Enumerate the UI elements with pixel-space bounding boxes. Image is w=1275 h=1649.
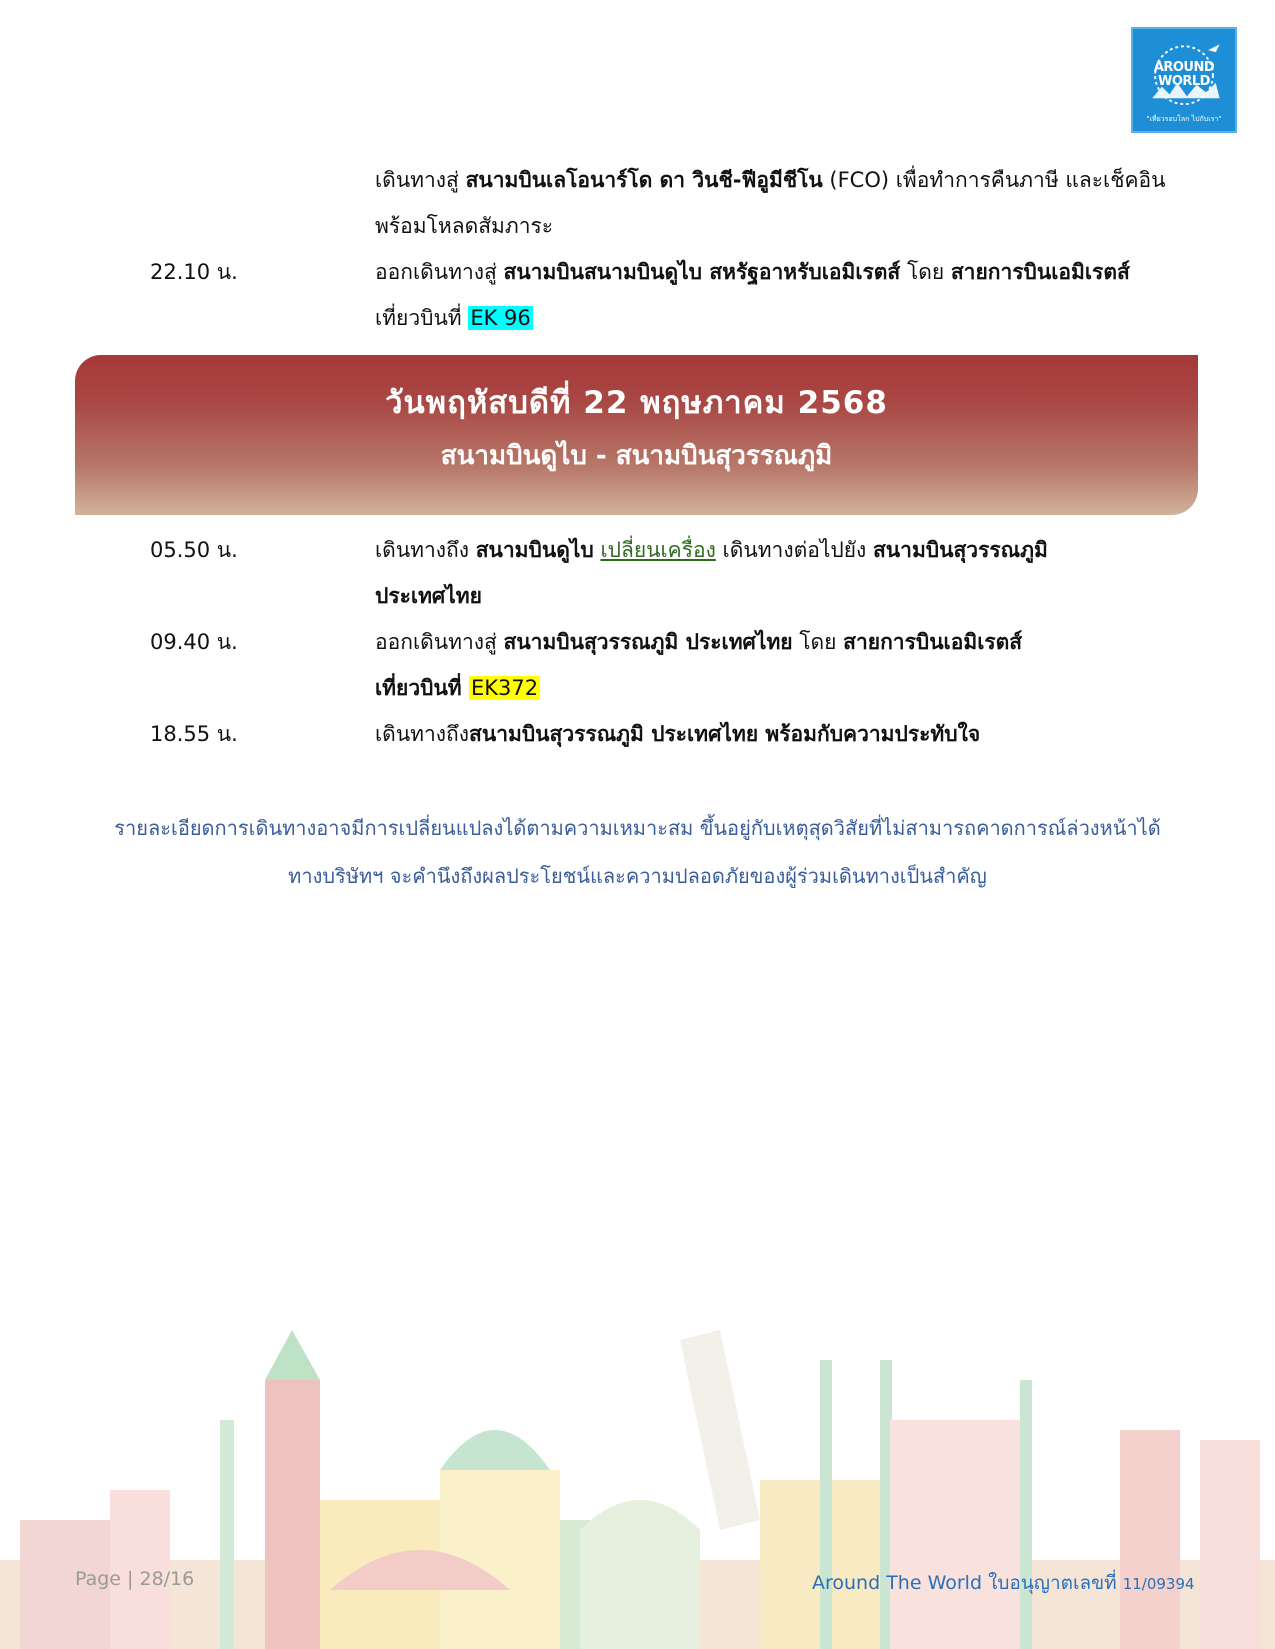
arrival-text: สนามบินสุวรรณภูมิ ประเทศไทย พร้อมกับความประทับใจ bbox=[469, 722, 981, 746]
time-label: 09.40 น. bbox=[150, 630, 238, 654]
note-line1: รายละเอียดการเดินทางอาจมีการเปลี่ยนแปลงได้ตามความเหมาะสม ขึ้นอยู่กับเหตุสุดวิสัยที่ไม่สามารถคาดการณ์ล่วงหน้าได้ bbox=[114, 816, 1161, 840]
airport-name: สนามบินสุวรรณภูมิ bbox=[872, 538, 1048, 562]
airport-name: สนามบินสุวรรณภูมิ ประเทศไทย bbox=[503, 630, 793, 654]
airport-name: สนามบินสนามบินดูไบ สหรัฐอาหรับเอมิเรตส์ bbox=[503, 260, 901, 284]
company-logo bbox=[1131, 27, 1237, 133]
time-label: 18.55 น. bbox=[150, 722, 238, 746]
text: เที่ยวบินที่ bbox=[375, 306, 469, 330]
logo-line2: WORLD bbox=[1158, 74, 1210, 89]
text: เดินทางถึง bbox=[375, 722, 470, 746]
logo-line1: AROUND bbox=[1153, 60, 1215, 75]
logo-tagline: "เที่ยวรอบโลก ไปกับเรา" bbox=[1146, 115, 1222, 123]
text: โดย bbox=[792, 630, 844, 654]
airline-name: สายการบินเอมิเรตส์ bbox=[843, 630, 1023, 654]
license-number: 11/09394 bbox=[1122, 1575, 1195, 1593]
page-number: Page | 28/16 bbox=[75, 1568, 195, 1590]
airport-name: สนามบินเลโอนาร์โด ดา วินชี-ฟีอูมีชีโน bbox=[465, 168, 823, 192]
text: (FCO) เพื่อทำการคืนภาษี และเช็คอิน bbox=[822, 168, 1166, 192]
flight-label: เที่ยวบินที่ bbox=[375, 676, 469, 700]
text: เดินทางถึง bbox=[375, 538, 476, 562]
text: เดินทางต่อไปยัง bbox=[715, 538, 873, 562]
airport-name: สนามบินดูไบ bbox=[475, 538, 594, 562]
note-line2: ทางบริษัทฯ จะคำนึงถึงผลประโยชน์และความปลอดภัยของผู้ร่วมเดินทางเป็นสำคัญ bbox=[288, 864, 987, 888]
text: ออกเดินทางสู่ bbox=[375, 630, 504, 654]
flight-number: EK 96 bbox=[470, 306, 531, 330]
transfer-link[interactable]: เปลี่ยนเครื่อง bbox=[600, 538, 716, 562]
day-title: วันพฤหัสบดีที่ 22 พฤษภาคม 2568 bbox=[385, 385, 888, 421]
day-route: สนามบินดูไบ - สนามบินสุวรรณภูมิ bbox=[440, 441, 833, 471]
text: ออกเดินทางสู่ bbox=[375, 260, 504, 284]
license-footer bbox=[812, 1568, 1195, 1598]
text: โดย bbox=[900, 260, 951, 284]
time-label: 05.50 น. bbox=[150, 538, 238, 562]
time-label: 22.10 น. bbox=[150, 260, 238, 284]
disclaimer-note bbox=[60, 804, 1215, 900]
airline-name: สายการบินเอมิเรตส์ bbox=[950, 260, 1130, 284]
text: เดินทางสู่ bbox=[375, 168, 466, 192]
flight-number: EK372 bbox=[470, 676, 539, 700]
country-name: ประเทศไทย bbox=[375, 584, 482, 608]
city-skyline-illustration bbox=[0, 1320, 1275, 1649]
day-banner bbox=[75, 355, 1198, 515]
text: พร้อมโหลดสัมภาระ bbox=[375, 214, 554, 238]
company-license-label: Around The World ใบอนุญาตเลขที่ bbox=[812, 1572, 1123, 1594]
